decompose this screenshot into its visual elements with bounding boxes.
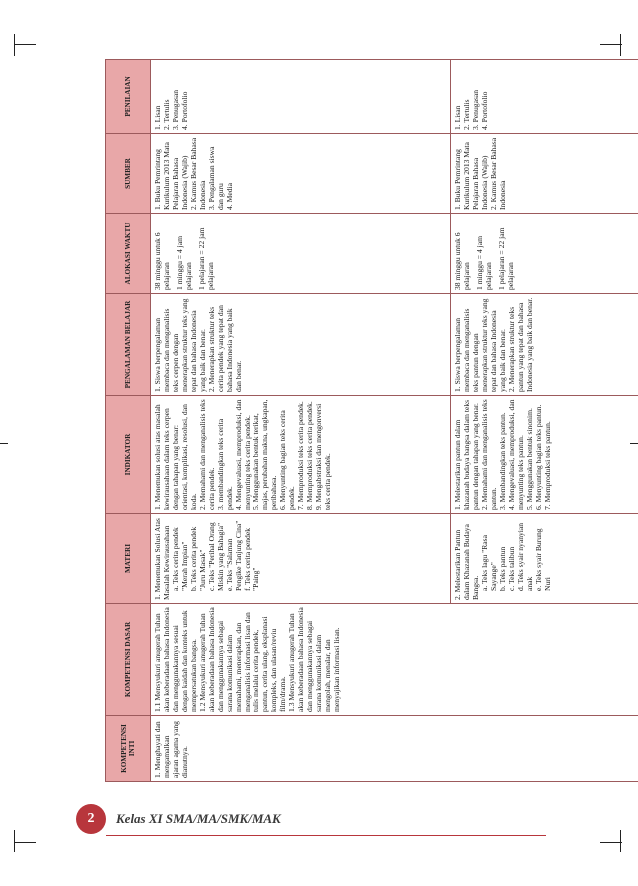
materi-subitem: c. Teks talibun xyxy=(506,546,516,591)
table-row xyxy=(151,60,451,782)
indikator-item: 3. Membandingkan teks pantun. xyxy=(497,412,507,510)
kompetensi-inti-text: 1. Menghayati dan mengamalkan ajaran agama yang dianutnya. xyxy=(153,721,189,778)
sumber-item: 3. Pengalaman siswa dan guru xyxy=(206,146,225,210)
syllabus-table-container xyxy=(105,60,638,782)
indikator-cell xyxy=(451,396,638,514)
sumber-item: 2. Kamus Besar Bahasa Indonesia xyxy=(488,137,507,210)
sumber-cell xyxy=(151,134,451,214)
pengalaman-belajar-cell xyxy=(151,294,451,396)
rotated-table xyxy=(105,60,638,782)
indikator-item: 5. Menggunakan bentuk sinonim. xyxy=(524,408,534,510)
header-pengalaman-belajar: PENGALAMAN BELAJAR xyxy=(106,294,151,396)
pengalaman-item: 2. Menerapkan struktur teks pantun yang tepat dan bahasa Indonesia yang baik dan benar. xyxy=(506,297,534,392)
materi-subitem: f. Teks cerita pendek "Paing" xyxy=(242,527,261,591)
penilaian-item: 1. Lisan xyxy=(153,105,162,130)
indikator-item: 7. Memproduksi teks pantun. xyxy=(542,421,552,510)
alokasi-item: 1 pelajaran = 22 jam pelajaran xyxy=(496,227,515,290)
syllabus-table xyxy=(105,59,638,782)
indikator-item: 7. Memproduksi teks cerita pendek. xyxy=(296,401,306,510)
header-kompetensi-inti: KOMPETENSI INTI xyxy=(106,716,151,782)
header-penilaian: PENILAIAN xyxy=(106,60,151,134)
materi-cell xyxy=(151,514,451,604)
materi-subitem: b. Teks cerita pendek "Juru Masak" xyxy=(188,526,207,591)
pengalaman-item: 1. Siswa berpengalaman membaca dan menganalisis teks pantun dengan menerapkan struktur teks yang tepat dan bahasa Indonesia yang baik dan benar. xyxy=(453,298,507,392)
header-indikator: INDIKATOR xyxy=(106,396,151,514)
penilaian-item: 2. Tertulis xyxy=(461,99,471,130)
sumber-item: 2. Kamus Besar Bahasa Indonesia xyxy=(188,137,207,210)
penilaian-item: 2. Tertulis xyxy=(161,99,171,130)
crop-mark xyxy=(14,34,15,56)
alokasi-item: 1 pelajaran = 22 jam pelajaran xyxy=(196,227,215,290)
crop-mark xyxy=(600,842,622,843)
alokasi-item: 38 minggu untuk 6 pelajaran xyxy=(153,232,171,290)
header-kompetensi-dasar: KOMPETENSI DASAR xyxy=(106,604,151,716)
materi-subitem: b. Teks pantun xyxy=(497,546,507,591)
indikator-cell xyxy=(151,396,451,514)
materi-subitem: e. Teks "Salaman Pengike Tanjung Cina" xyxy=(224,520,243,591)
kompetensi-dasar-cell xyxy=(151,604,638,716)
crop-mark xyxy=(600,44,622,45)
page-number-badge: 2 xyxy=(76,804,106,834)
crop-mark xyxy=(620,34,621,56)
crop-mark xyxy=(14,830,15,852)
indikator-item: 5. Menggunakan bentuk terikat, majas, perubahan makna, ungkapan, peribahasa. xyxy=(251,399,279,510)
penilaian-item: 3. Penugasan xyxy=(470,89,480,130)
kompetensi-inti-cell xyxy=(151,716,638,782)
materi-subitem: a. Teks lagu "Rasa Sayange" xyxy=(479,535,498,591)
indikator-item: 8. Memproduksi teks cerita pendek. xyxy=(305,401,315,510)
crop-mark xyxy=(0,443,8,444)
header-sumber: SUMBER xyxy=(106,134,151,214)
penilaian-cell xyxy=(151,60,451,134)
penilaian-item: 3. Penugasan xyxy=(170,89,180,130)
materi-subitem: a. Teks cerita pendek "Merah Impian" xyxy=(170,527,189,591)
materi-title: 2. Melestarikan Pantun dalam Khazanah Budaya Bangsa. xyxy=(453,524,480,600)
kd-item: 1.3 Mensyukuri anugerah Tuhan akan keberadaan bahasa Indonesia dan menggunakannya sebagai sarana komunikasi dalam mengolah, menalar, dan menyajikan informasi lisan. xyxy=(287,607,342,712)
indikator-item: 1. Melestarikan pantun dalam khazanah budaya bangsa dalam teks pantun dengan tahapan yang benar. xyxy=(453,399,480,510)
indikator-item: 1. Menemukan solusi atas masalah kewirausahaan dalam teks cerpen dengan tahapan yang benar: orientasi, komplikasi, resolusi, dan koda. xyxy=(153,404,198,510)
sumber-cell xyxy=(451,134,638,214)
footer-title: Kelas XI SMA/MA/SMK/MAK xyxy=(116,811,281,826)
penilaian-item: 4. Portofolio xyxy=(479,91,489,130)
crop-mark xyxy=(620,830,621,852)
header-materi: MATERI xyxy=(106,514,151,604)
pengalaman-belajar-cell xyxy=(451,294,638,396)
indikator-item: 9. Mengabstraksi dan mengonversi teks cerita pendek. xyxy=(314,403,333,510)
indikator-item: 2. Memahami dan menganalisis teks pantun. xyxy=(479,399,498,510)
alokasi-item: 1 minggu = 4 jam pelajaran xyxy=(174,235,193,290)
sumber-item: 4. Media xyxy=(224,183,234,210)
alokasi-item: 38 minggu untuk 6 pelajaran xyxy=(453,232,471,290)
indikator-item: 3. membandingkan teks cerita pendek. xyxy=(215,418,234,510)
penilaian-item: 1. Lisan xyxy=(453,105,462,130)
kd-item: 1.1 Mensyukuri anugerah Tuhan akan keberadaan bahasa Indonesia dan menggunakannya sesuai dengan kaidah dan konteks untuk mempersatukan bangsa. xyxy=(153,607,198,712)
crop-mark xyxy=(14,44,36,45)
indikator-item: 6. Menyunting bagian teks cerita pendek. xyxy=(278,410,297,510)
materi-subitem: d. Teks syair nyanyian anak xyxy=(515,522,534,591)
table-header-row xyxy=(106,60,151,782)
penilaian-cell xyxy=(451,60,638,134)
header-alokasi-waktu: ALOKASI WAKTU xyxy=(106,214,151,294)
footer-divider xyxy=(106,835,546,836)
materi-title: 1. Menemukan Solusi Atas Masalah Kewirausahaan xyxy=(153,518,171,600)
crop-mark xyxy=(14,842,36,843)
indikator-item: 4. Mengevaluasi, memproduksi, dan menyunting teks pantun. xyxy=(506,399,525,510)
alokasi-waktu-cell xyxy=(451,214,638,294)
indikator-item: 6. Menyunting bagian teks pantun. xyxy=(533,404,543,510)
indikator-item: 2. Memahami dan menganalisis teks cerita pendek. xyxy=(197,399,216,510)
pengalaman-item: 2. Menerapkan struktur teks cerita pendek yang tepat dan bahasa Indonesia yang baik dan benar. xyxy=(206,305,243,392)
materi-subitem: c. Teks "Perihal Orang Miskin yang Bahagia" xyxy=(206,522,225,591)
alokasi-item: 1 minggu = 4 jam pelajaran xyxy=(474,235,493,290)
sumber-item: 1. Buku Pemrintang Kurikulum 2013 Mata Pelajaran Bahasa Indonesia (Wajib) xyxy=(153,142,189,210)
penilaian-item: 4. Portofolio xyxy=(179,91,189,130)
kd-item: 1.2 Mensyukuri anugerah Tuhan akan keberadaan bahasa Indonesia dan menggunakannya sebagai sarana komunikasi dalam memahami, menerapkan, dan menganalisis informasi lisan dan tulis melalui cerita pendek, pantun, cerita ulang, eksplanasi kompleks, dan ulasan/reviu film/drama. xyxy=(197,607,288,712)
sumber-item: 1. Buku Pemrintang Kurikulum 2013 Mata Pelajaran Bahasa Indonesia (Wajib) xyxy=(453,142,489,210)
materi-cell xyxy=(451,514,638,604)
indikator-item: 4. Mengevaluasi, memproduksi, dan menyunting teks cerita pendek. xyxy=(233,399,252,510)
materi-subitem: e. Teks syair Burung Nuri xyxy=(533,528,552,591)
alokasi-waktu-cell xyxy=(151,214,451,294)
pengalaman-item: 1. Siswa berpengalaman membaca dan menganalisis teks cerpen dengan menerapkan struktur teks yang tepat dan bahasa Indonesia yang baik dan benar. xyxy=(153,298,207,392)
